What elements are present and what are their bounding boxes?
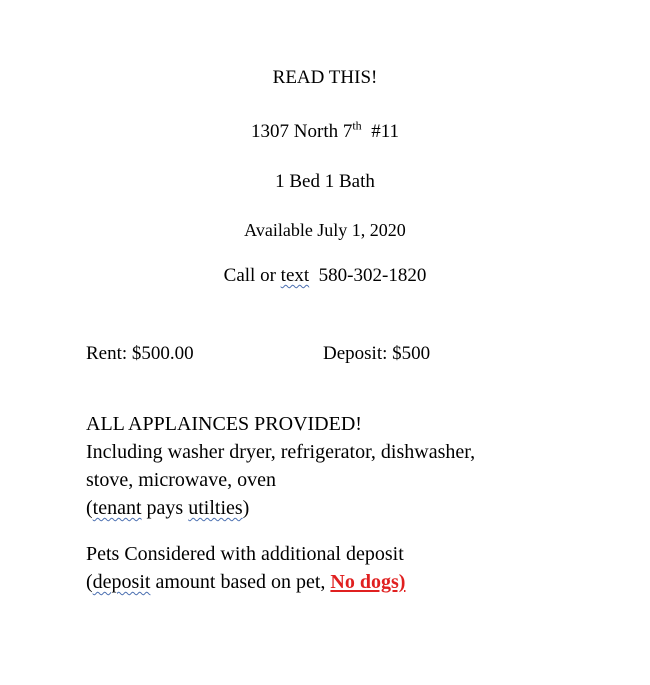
- address-suffix: th: [352, 118, 362, 133]
- rent-amount: Rent: $500.00: [86, 343, 194, 364]
- bed-bath-line: 1 Bed 1 Bath: [275, 171, 375, 192]
- appliances-line-2: stove, microwave, oven: [86, 469, 276, 491]
- utilities-word: utilties: [188, 497, 243, 519]
- utilities-open-paren: (: [86, 497, 93, 519]
- address-line: [0, 120, 650, 143]
- utilities-pays: pays: [141, 497, 189, 519]
- address-unit: #11: [371, 121, 399, 142]
- utilities-close-paren: ): [242, 497, 250, 519]
- no-dogs-warning: No dogs): [330, 571, 406, 593]
- appliances-line-1: Including washer dryer, refrigerator, dishwasher,: [86, 441, 476, 463]
- pets-deposit-word: deposit: [92, 571, 151, 593]
- phone-number: 580-302-1820: [318, 265, 427, 286]
- flyer-title: READ THIS!: [272, 67, 378, 88]
- appliances-heading: ALL APPLAINCES PROVIDED!: [86, 413, 362, 435]
- contact-prefix: Call or: [223, 265, 281, 286]
- address-main: 1307 North 7: [251, 121, 353, 142]
- deposit-amount: Deposit: $500: [323, 343, 431, 364]
- availability-line: Available July 1, 2020: [244, 220, 406, 240]
- utilities-tenant: tenant: [92, 497, 142, 519]
- contact-text-word: text: [280, 265, 310, 286]
- pets-line-2: [86, 570, 405, 594]
- contact-line: [0, 264, 650, 287]
- pets-open-paren: (: [86, 571, 93, 593]
- utilities-note: [86, 496, 249, 520]
- pets-rest: amount based on pet,: [150, 571, 331, 593]
- pets-line-1: Pets Considered with additional deposit: [86, 543, 404, 565]
